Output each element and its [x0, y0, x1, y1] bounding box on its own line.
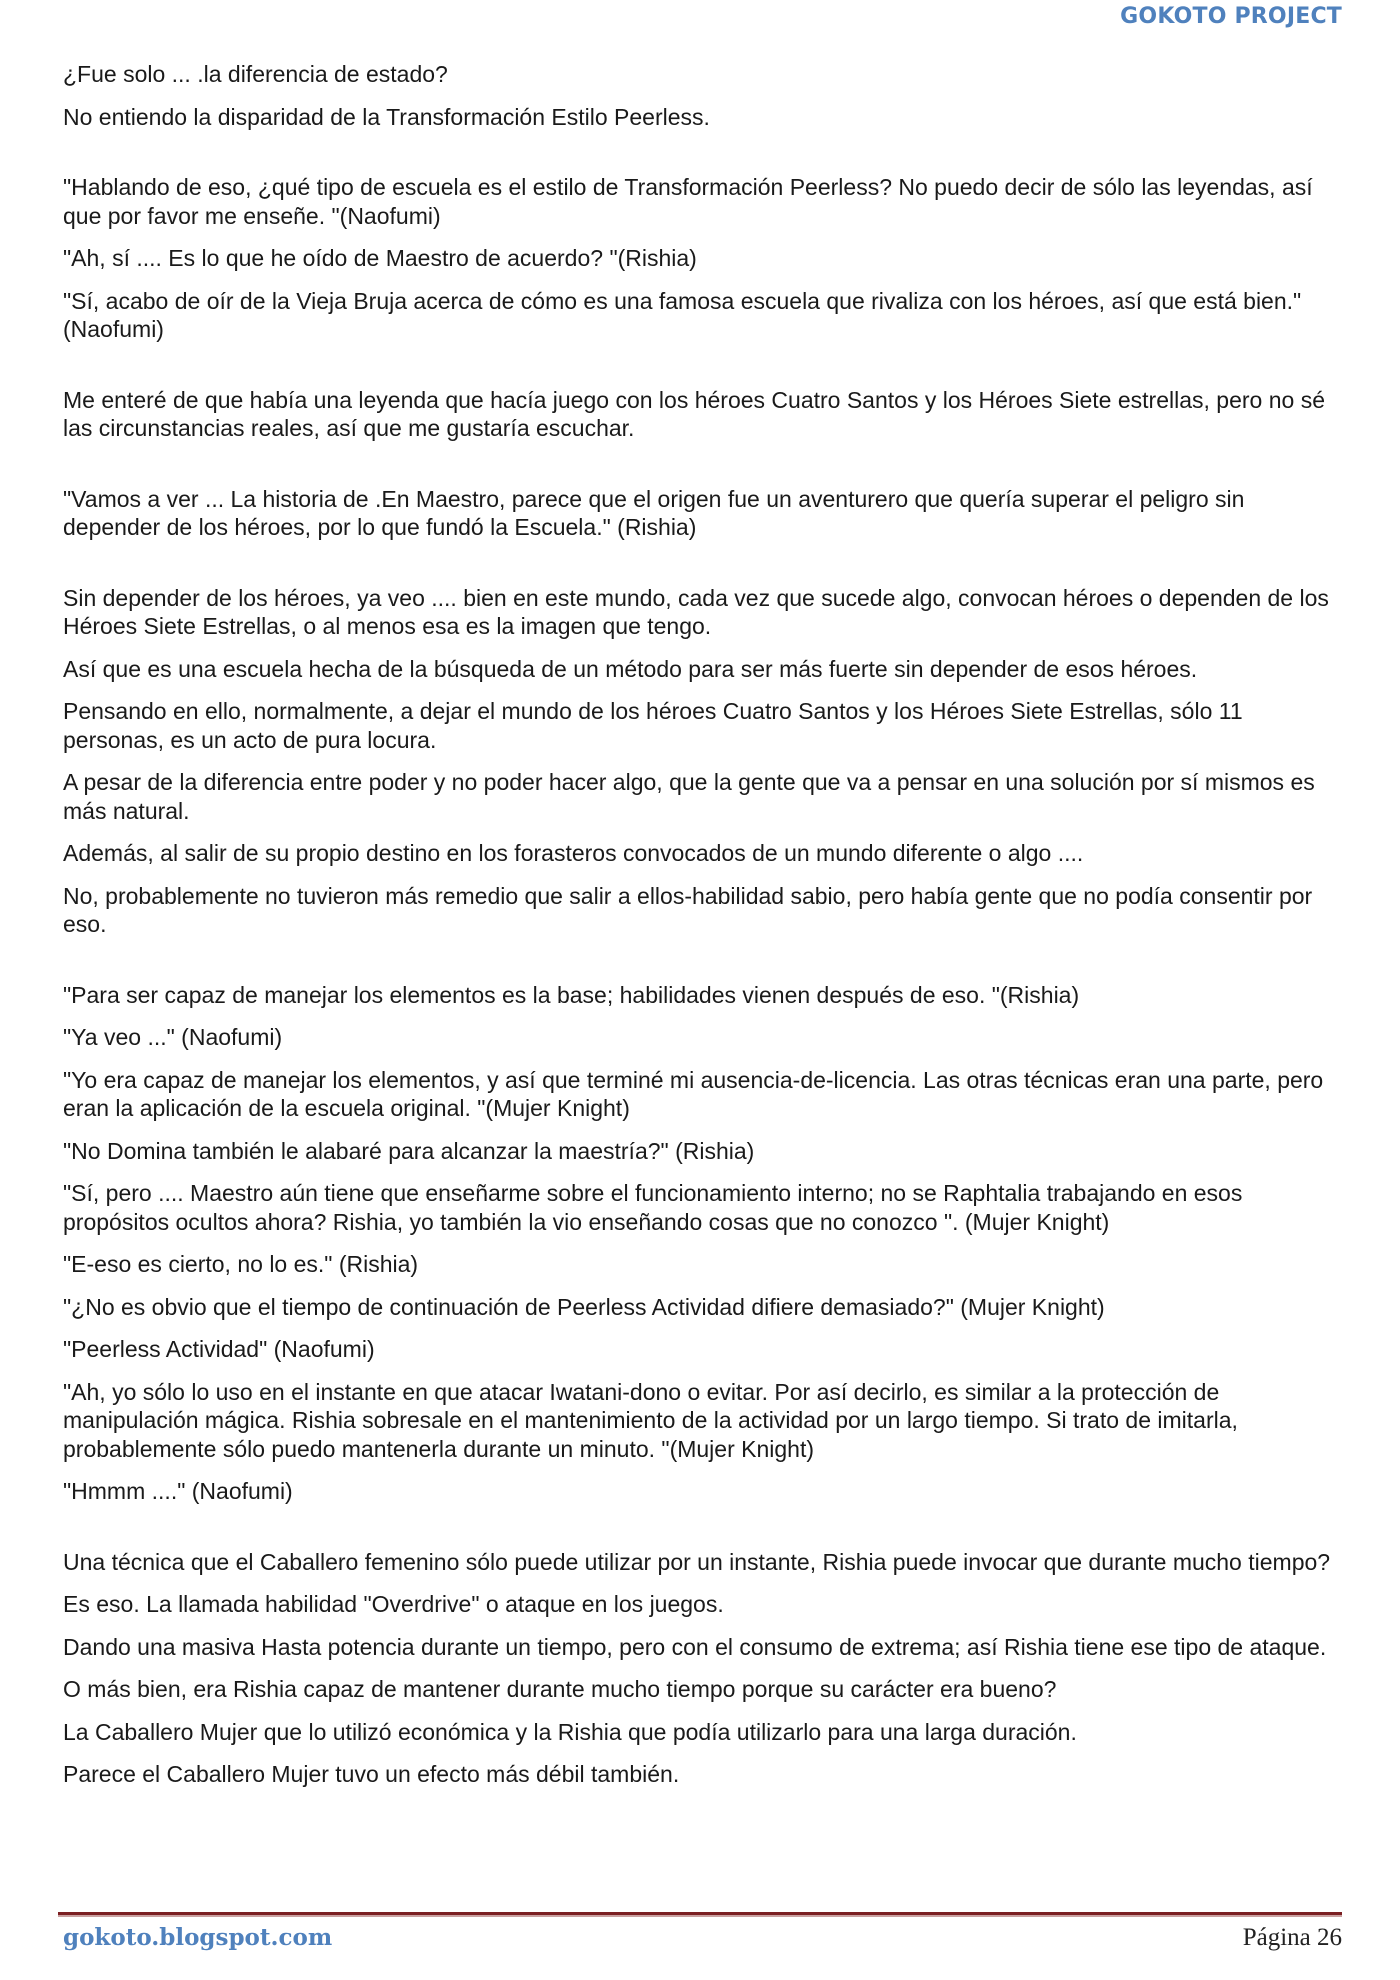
- footer-site-link[interactable]: gokoto.blogspot.com: [63, 1924, 333, 1951]
- paragraph: "Ah, sí .... Es lo que he oído de Maestro de acuerdo? "(Rishia): [63, 245, 697, 271]
- paragraph: Además, al salir de su propio destino en los forasteros convocados de un mundo diferente o algo ....: [63, 840, 1084, 866]
- header-project-title: GOKOTO PROJECT: [1120, 4, 1342, 29]
- paragraph: A pesar de la diferencia entre poder y no poder hacer algo, que la gente que va a pensar en una solución por sí mismos es más natural.: [63, 769, 1315, 824]
- paragraph: Es eso. La llamada habilidad "Overdrive" o ataque en los juegos.: [63, 1591, 724, 1617]
- body-text: [63, 60, 1343, 1789]
- paragraph: No, probablemente no tuvieron más remedio que salir a ellos-habilidad sabio, pero había gente que no podía consentir por eso.: [63, 882, 1313, 937]
- footer-divider: [58, 1912, 1342, 1917]
- paragraph: Así que es una escuela hecha de la búsqueda de un método para ser más fuerte sin depender de esos héroes.: [63, 655, 1198, 682]
- paragraph: "Yo era capaz de manejar los elementos, y así que terminé mi ausencia-de-licencia. Las otras técnicas eran una parte, pero eran la aplicación de la escuela original. "(Mujer Knight): [63, 1066, 1324, 1121]
- paragraph: "Sí, pero .... Maestro aún tiene que enseñarme sobre el funcionamiento interno; no se Raphtalia trabajando en esos propósitos ocultos ahora? Rishia, yo también la vio enseñando cosas que no conozco ". (Mujer Knight): [63, 1180, 1243, 1235]
- paragraph: "Peerless Actividad" (Naofumi): [63, 1336, 375, 1362]
- paragraph: Sin depender de los héroes, ya veo .... bien en este mundo, cada vez que sucede algo, convocan héroes o dependen de los Héroes Siete Estrellas, o al menos esa es la imagen que tengo.: [63, 584, 1329, 639]
- paragraph: "E-eso es cierto, no lo es." (Rishia): [63, 1251, 419, 1277]
- paragraph: No entiendo la disparidad de la Transformación Estilo Peerless.: [63, 103, 710, 130]
- paragraph: "Hablando de eso, ¿qué tipo de escuela es el estilo de Transformación Peerless? No puedo decir de sólo las leyendas, así que por favor me enseñe. "(Naofumi): [63, 174, 1313, 229]
- paragraph: Dando una masiva Hasta potencia durante un tiempo, pero con el consumo de extrema; así Rishia tiene ese tipo de ataque.: [63, 1633, 1327, 1660]
- paragraph: "Sí, acabo de oír de la Vieja Bruja acerca de cómo es una famosa escuela que rivaliza con los héroes, así que está bien." (Naofumi): [63, 287, 1302, 342]
- paragraph: "¿No es obvio que el tiempo de continuación de Peerless Actividad difiere demasiado?" (Mujer Knight): [63, 1293, 1105, 1320]
- paragraph: ¿Fue solo ... .la diferencia de estado?: [63, 61, 448, 87]
- paragraph: Parece el Caballero Mujer tuvo un efecto más débil también.: [63, 1761, 680, 1787]
- footer-page-number: Página 26: [1242, 1924, 1342, 1951]
- paragraph: "Ya veo ..." (Naofumi): [63, 1024, 283, 1050]
- paragraph: "Para ser capaz de manejar los elementos es la base; habilidades vienen después de eso. "(Rishia): [63, 981, 1080, 1008]
- paragraph: La Caballero Mujer que lo utilizó económica y la Rishia que podía utilizarlo para una larga duración.: [63, 1718, 1077, 1745]
- paragraph: Me enteré de que había una leyenda que hacía juego con los héroes Cuatro Santos y los Héroes Siete estrellas, pero no sé las circunstancias reales, así que me gustaría escuchar.: [63, 386, 1325, 441]
- paragraph: O más bien, era Rishia capaz de mantener durante mucho tiempo porque su carácter era bueno?: [63, 1676, 1057, 1702]
- paragraph: "Ah, yo sólo lo uso en el instante en que atacar Iwatani-dono o evitar. Por así decirlo, es similar a la protección de manipulación mágica. Rishia sobresale en el mantenimiento de la actividad por un largo tiempo. Si trato de imitarla, probablemente sólo puedo mantenerla durante un minuto. "(Mujer Knight): [63, 1378, 1238, 1462]
- paragraph: Pensando en ello, normalmente, a dejar el mundo de los héroes Cuatro Santos y los Héroes Siete Estrellas, sólo 11 personas, es un acto de pura locura.: [63, 698, 1243, 753]
- paragraph: "No Domina también le alabaré para alcanzar la maestría?" (Rishia): [63, 1137, 755, 1164]
- paragraph: Una técnica que el Caballero femenino sólo puede utilizar por un instante, Rishia puede invocar que durante mucho tiempo?: [63, 1548, 1331, 1575]
- paragraph: "Hmmm ...." (Naofumi): [63, 1478, 293, 1504]
- paragraph: "Vamos a ver ... La historia de .En Maestro, parece que el origen fue un aventurero que quería superar el peligro sin depender de los héroes, por lo que fundó la Escuela." (Rishia): [63, 485, 1245, 540]
